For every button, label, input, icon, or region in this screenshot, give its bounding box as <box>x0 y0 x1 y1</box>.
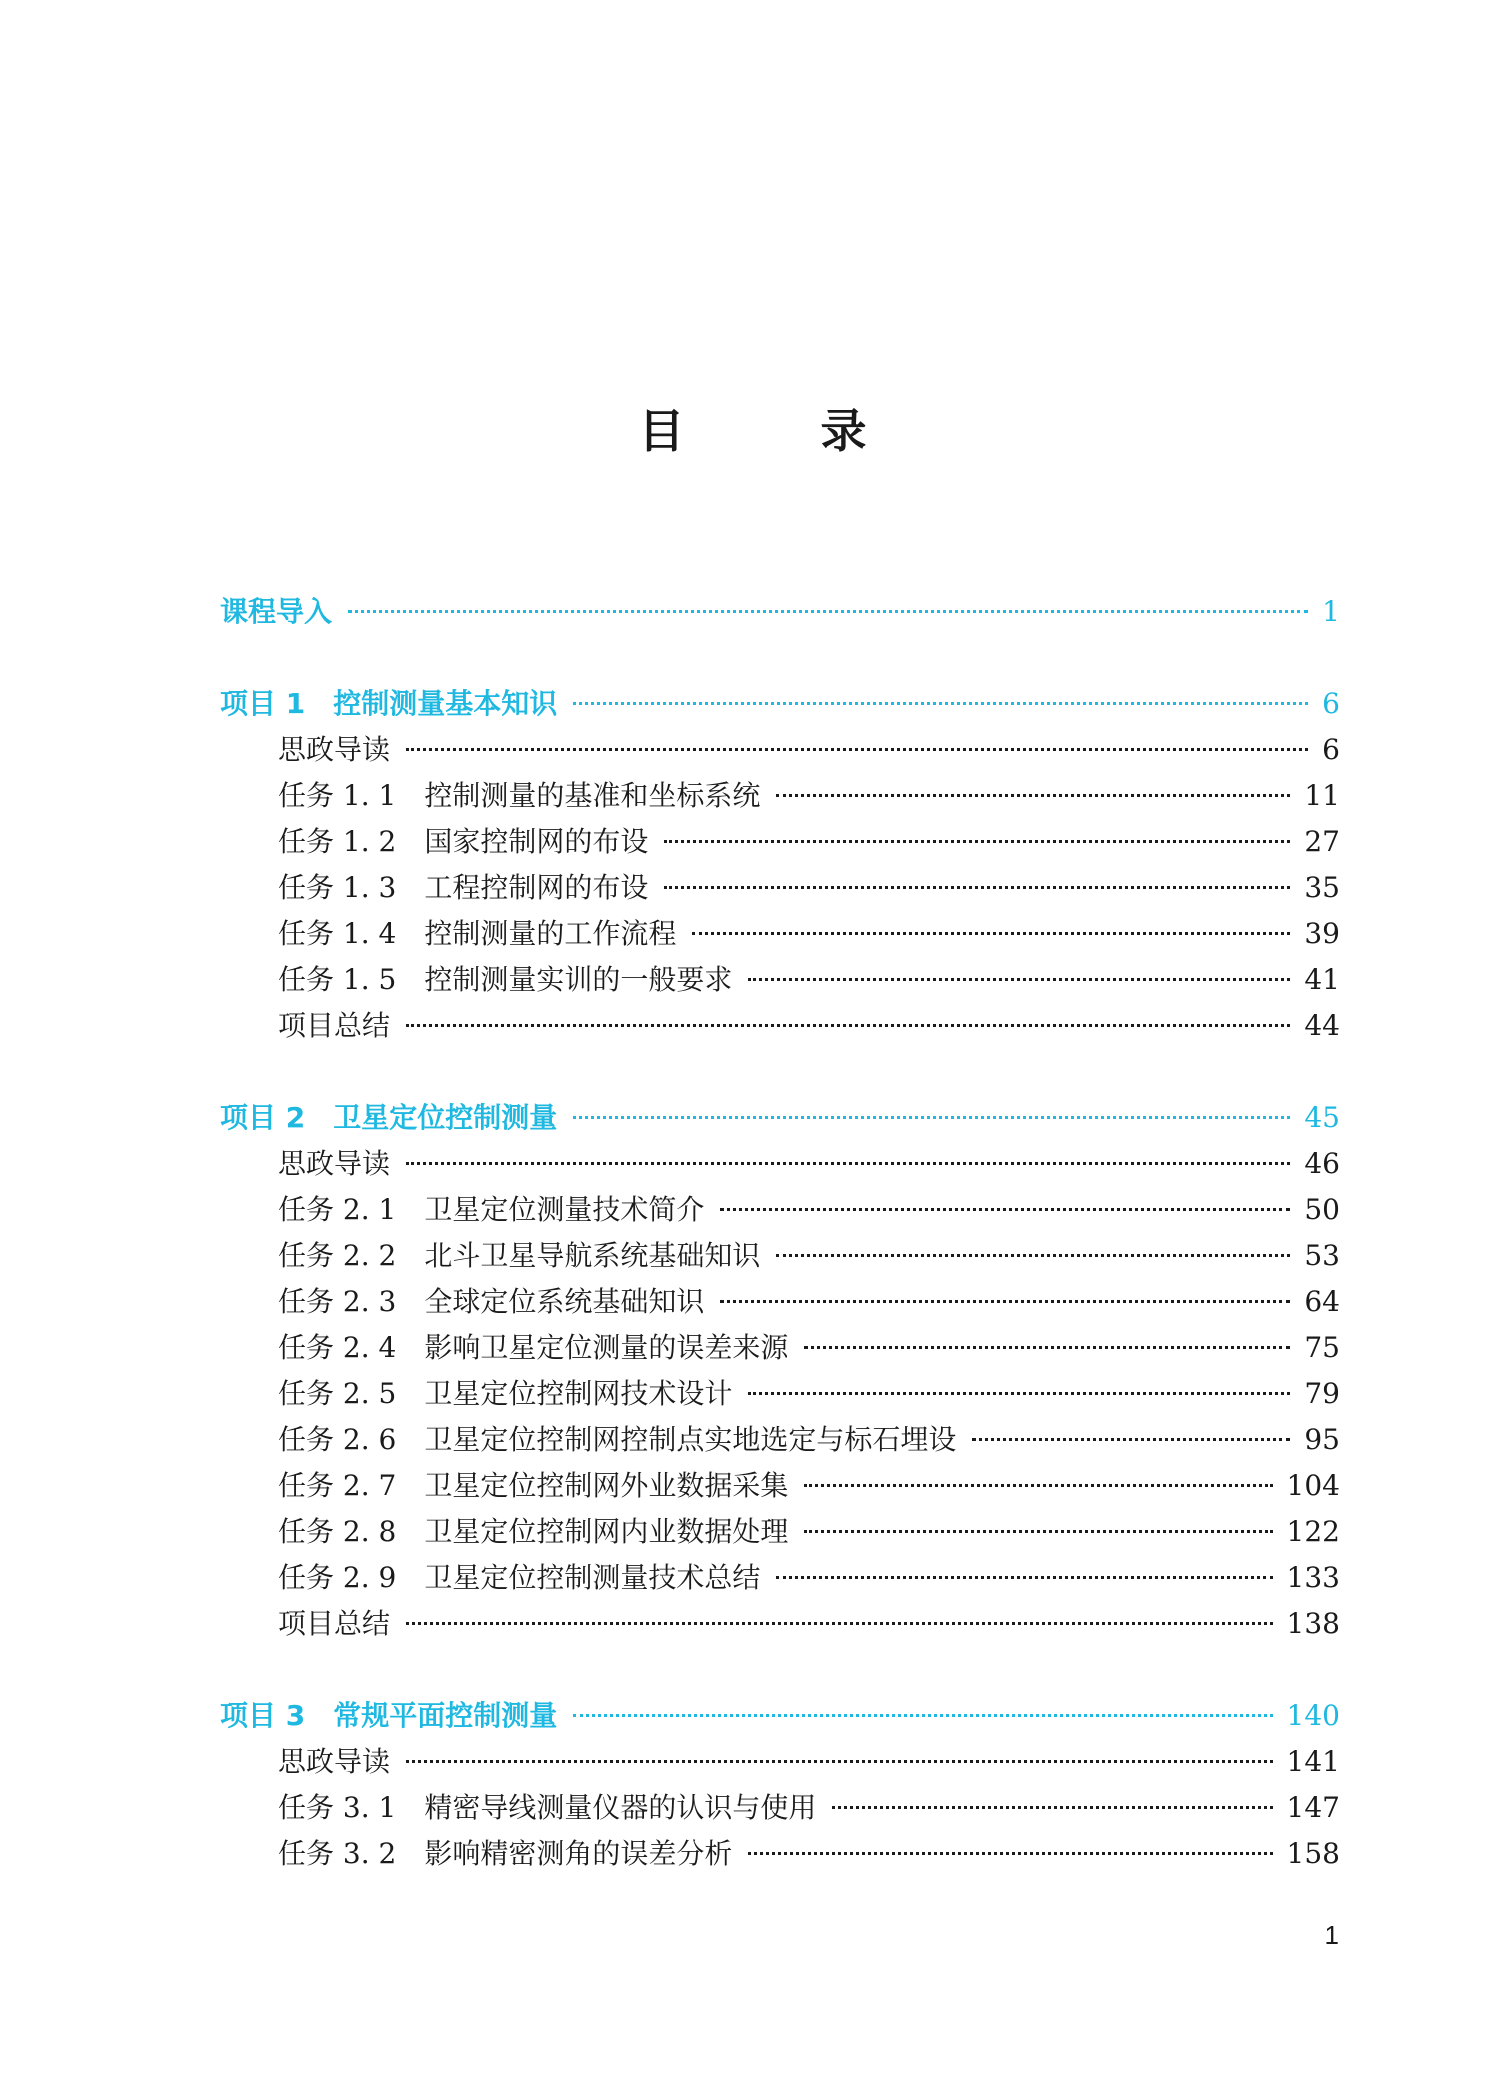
toc-entry[interactable] <box>220 1418 1340 1464</box>
toc-entry-label <box>278 1234 760 1274</box>
toc-entry[interactable] <box>220 1188 1340 1234</box>
toc-section-entry[interactable] <box>220 590 1340 636</box>
toc-entry-label <box>278 1510 788 1550</box>
toc-entry-number: 任务 2. 8 <box>278 1515 397 1548</box>
toc-entry-label <box>278 1556 760 1596</box>
page-title <box>0 395 1505 461</box>
dot-leader <box>776 1576 1272 1579</box>
toc-entry-label <box>278 1740 390 1780</box>
toc-entry-title: 影响精密测角的误差分析 <box>424 1837 733 1870</box>
toc-entry-title: 控制测量的基准和坐标系统 <box>424 779 761 812</box>
toc-spacer <box>220 1050 1340 1096</box>
toc-entry-label <box>220 590 332 630</box>
dot-leader <box>748 1852 1272 1855</box>
toc-entry-title: 控制测量实训的一般要求 <box>424 963 733 996</box>
toc-entry-label <box>278 1004 390 1044</box>
toc-entry-number: 任务 2. 3 <box>278 1285 397 1318</box>
toc-entry-label <box>278 774 760 814</box>
toc-entry[interactable] <box>220 1556 1340 1602</box>
toc-entry[interactable] <box>220 1280 1340 1326</box>
dot-leader <box>573 1714 1272 1717</box>
toc-entry-title: 影响卫星定位测量的误差来源 <box>424 1331 789 1364</box>
dot-leader <box>406 1024 1290 1027</box>
toc-page-number: 122 <box>1286 1515 1340 1548</box>
toc-entry-label <box>278 1280 704 1320</box>
toc-entry-label <box>278 1188 704 1228</box>
toc-entry-number: 项目 2 <box>220 1101 306 1134</box>
toc-entry-title: 卫星定位控制测量 <box>333 1101 558 1134</box>
toc-page-number: 6 <box>1322 687 1340 720</box>
toc-entry[interactable] <box>220 728 1340 774</box>
toc-entry-label <box>278 1326 788 1366</box>
dot-leader <box>720 1208 1290 1211</box>
toc-page-number: 6 <box>1322 733 1340 766</box>
toc-entry-number: 任务 2. 4 <box>278 1331 397 1364</box>
dot-leader <box>804 1346 1290 1349</box>
dot-leader <box>406 1760 1273 1763</box>
toc-section-entry[interactable] <box>220 1096 1340 1142</box>
toc-entry-number: 任务 3. 2 <box>278 1837 397 1870</box>
dot-leader <box>664 886 1290 889</box>
toc-entry-title: 精密导线测量仪器的认识与使用 <box>424 1791 817 1824</box>
toc-section-entry[interactable] <box>220 682 1340 728</box>
toc-entry-title: 国家控制网的布设 <box>424 825 649 858</box>
toc-entry[interactable] <box>220 958 1340 1004</box>
toc-entry-label <box>220 1694 557 1734</box>
toc-entry-number: 任务 1. 4 <box>278 917 397 950</box>
toc-entry-label <box>278 728 390 768</box>
toc-entry-title: 控制测量的工作流程 <box>424 917 677 950</box>
toc-entry-number: 任务 2. 5 <box>278 1377 397 1410</box>
dot-leader <box>692 932 1290 935</box>
dot-leader <box>664 840 1290 843</box>
toc-page-number: 11 <box>1304 779 1340 812</box>
toc-entry-title: 思政导读 <box>278 733 391 766</box>
toc-page-number: 27 <box>1304 825 1340 858</box>
toc-spacer <box>220 1648 1340 1694</box>
toc-entry-title: 全球定位系统基础知识 <box>424 1285 705 1318</box>
toc-entry-number: 任务 2. 6 <box>278 1423 397 1456</box>
toc-page-number: 39 <box>1304 917 1340 950</box>
toc-entry-number: 任务 2. 9 <box>278 1561 397 1594</box>
toc-page-number: 35 <box>1304 871 1340 904</box>
toc-page-number: 141 <box>1286 1745 1340 1778</box>
dot-leader <box>804 1530 1272 1533</box>
toc-entry-label <box>278 1372 732 1412</box>
table-of-contents <box>220 590 1340 1878</box>
dot-leader <box>748 978 1290 981</box>
toc-entry-label <box>278 1464 788 1504</box>
dot-leader <box>776 794 1290 797</box>
toc-entry-number: 任务 1. 2 <box>278 825 397 858</box>
toc-entry-label <box>220 1096 557 1136</box>
dot-leader <box>720 1300 1290 1303</box>
toc-page-number: 140 <box>1286 1699 1340 1732</box>
toc-entry-label <box>278 1832 732 1872</box>
toc-entry[interactable] <box>220 820 1340 866</box>
toc-entry[interactable] <box>220 866 1340 912</box>
toc-entry-title: 卫星定位控制网外业数据采集 <box>424 1469 789 1502</box>
toc-page-number: 41 <box>1304 963 1340 996</box>
dot-leader <box>573 1116 1290 1119</box>
toc-entry-title: 课程导入 <box>220 595 333 628</box>
toc-entry-title: 卫星定位控制网技术设计 <box>424 1377 733 1410</box>
toc-entry-title: 北斗卫星导航系统基础知识 <box>424 1239 761 1272</box>
toc-entry[interactable] <box>220 1832 1340 1878</box>
dot-leader <box>776 1254 1290 1257</box>
toc-entry-label <box>278 1418 956 1458</box>
toc-entry[interactable] <box>220 1372 1340 1418</box>
toc-entry[interactable] <box>220 1464 1340 1510</box>
toc-page-number: 147 <box>1286 1791 1340 1824</box>
toc-entry-number: 任务 3. 1 <box>278 1791 397 1824</box>
toc-page-number: 79 <box>1304 1377 1340 1410</box>
toc-entry[interactable] <box>220 1004 1340 1050</box>
toc-entry-number: 任务 2. 1 <box>278 1193 397 1226</box>
toc-entry[interactable] <box>220 1602 1340 1648</box>
toc-entry-number: 任务 1. 1 <box>278 779 397 812</box>
page-title-char-1: 目 <box>638 404 685 458</box>
toc-entry-title: 工程控制网的布设 <box>424 871 649 904</box>
dot-leader <box>804 1484 1272 1487</box>
toc-entry-title: 控制测量基本知识 <box>333 687 558 720</box>
toc-entry-label <box>278 1602 390 1642</box>
dot-leader <box>406 748 1308 751</box>
toc-entry-title: 思政导读 <box>278 1147 391 1180</box>
toc-entry-label <box>220 682 557 722</box>
toc-entry[interactable] <box>220 1786 1340 1832</box>
toc-entry-title: 项目总结 <box>278 1607 391 1640</box>
toc-entry-label <box>278 866 648 906</box>
toc-page-number: 44 <box>1304 1009 1340 1042</box>
toc-entry-number: 项目 3 <box>220 1699 306 1732</box>
toc-entry-title: 常规平面控制测量 <box>333 1699 558 1732</box>
toc-entry-title: 卫星定位控制测量技术总结 <box>424 1561 761 1594</box>
toc-entry-label <box>278 958 732 998</box>
toc-entry-title: 项目总结 <box>278 1009 391 1042</box>
toc-page-number: 50 <box>1304 1193 1340 1226</box>
dot-leader <box>406 1162 1290 1165</box>
toc-spacer <box>220 636 1340 682</box>
toc-page-number: 1 <box>1322 595 1340 628</box>
toc-entry-number: 任务 1. 5 <box>278 963 397 996</box>
toc-entry-label <box>278 820 648 860</box>
toc-page-number: 75 <box>1304 1331 1340 1364</box>
toc-entry[interactable] <box>220 774 1340 820</box>
dot-leader <box>832 1806 1272 1809</box>
dot-leader <box>748 1392 1290 1395</box>
toc-entry-number: 任务 2. 7 <box>278 1469 397 1502</box>
toc-page-number: 46 <box>1304 1147 1340 1180</box>
toc-entry-number: 任务 1. 3 <box>278 871 397 904</box>
toc-page-number: 45 <box>1304 1101 1340 1134</box>
dot-leader <box>573 702 1308 705</box>
toc-page-number: 138 <box>1286 1607 1340 1640</box>
toc-page-number: 95 <box>1304 1423 1340 1456</box>
toc-entry[interactable] <box>220 1142 1340 1188</box>
dot-leader <box>972 1438 1290 1441</box>
toc-page-number: 133 <box>1286 1561 1340 1594</box>
toc-page-number: 104 <box>1286 1469 1340 1502</box>
toc-page-number: 53 <box>1304 1239 1340 1272</box>
toc-entry-title: 卫星定位测量技术简介 <box>424 1193 705 1226</box>
toc-entry[interactable] <box>220 1510 1340 1556</box>
toc-page-number: 158 <box>1286 1837 1340 1870</box>
toc-entry-label <box>278 912 676 952</box>
page-title-char-2: 录 <box>820 404 867 458</box>
toc-entry-title: 卫星定位控制网内业数据处理 <box>424 1515 789 1548</box>
toc-entry-label <box>278 1786 816 1826</box>
toc-entry-number: 任务 2. 2 <box>278 1239 397 1272</box>
page-number: 1 <box>1324 1920 1339 1950</box>
toc-entry[interactable] <box>220 912 1340 958</box>
dot-leader <box>348 610 1308 613</box>
dot-leader <box>406 1622 1273 1625</box>
toc-entry-title: 思政导读 <box>278 1745 391 1778</box>
toc-page-number: 64 <box>1304 1285 1340 1318</box>
toc-entry[interactable] <box>220 1234 1340 1280</box>
toc-entry-title: 卫星定位控制网控制点实地选定与标石埋设 <box>424 1423 957 1456</box>
toc-entry-label <box>278 1142 390 1182</box>
toc-section-entry[interactable] <box>220 1694 1340 1740</box>
toc-entry[interactable] <box>220 1326 1340 1372</box>
toc-entry[interactable] <box>220 1740 1340 1786</box>
toc-entry-number: 项目 1 <box>220 687 306 720</box>
